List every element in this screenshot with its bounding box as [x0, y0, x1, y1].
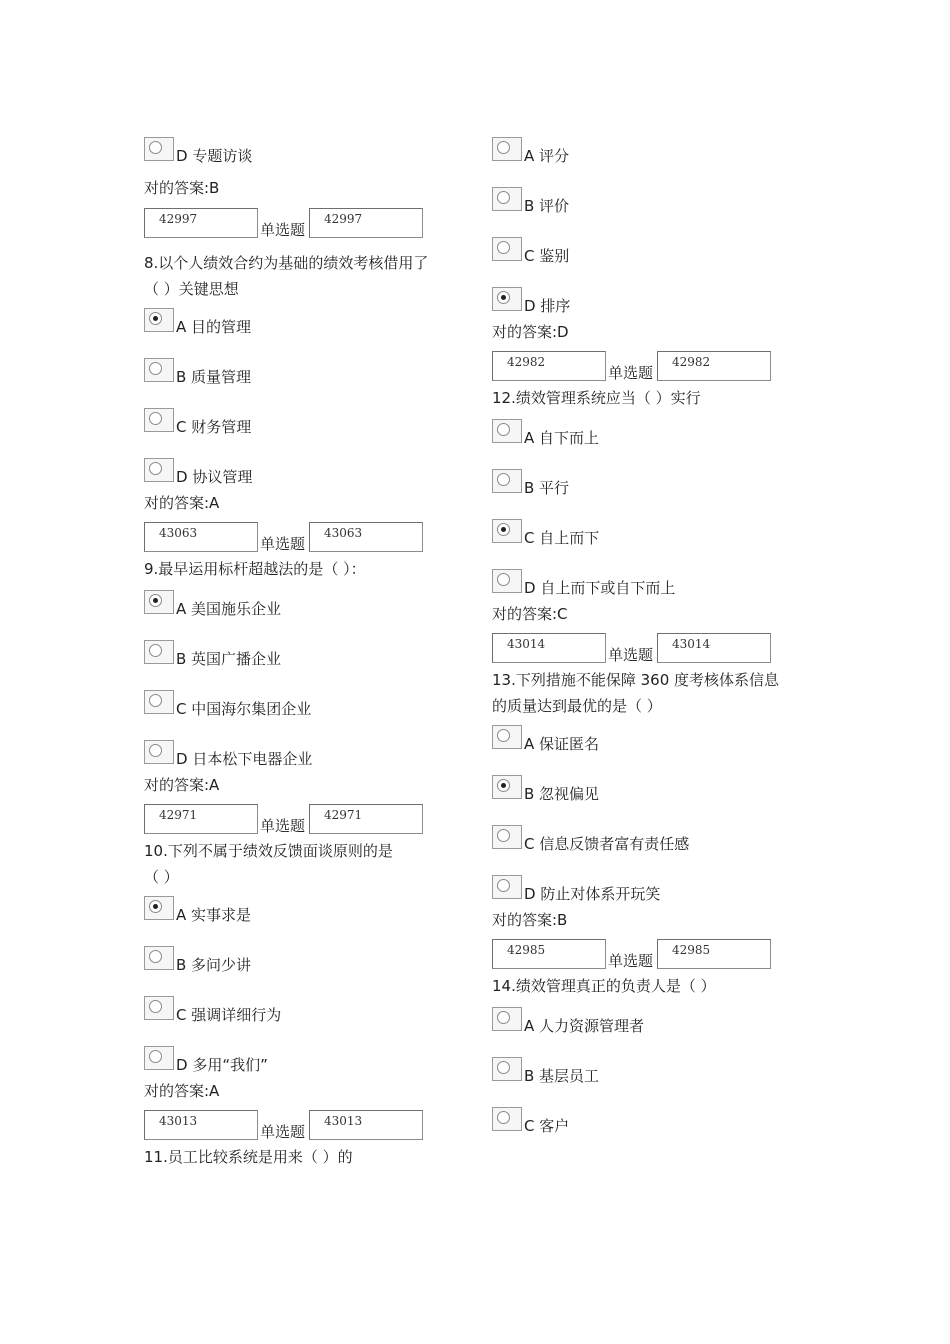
option-label: A 评分 [524, 147, 570, 165]
question-line: （ ） [144, 868, 179, 886]
question-text [492, 667, 810, 719]
option-label: B 英国广播企业 [176, 650, 282, 668]
option-label: D 自上而下或自下而上 [524, 579, 676, 597]
option-label: C 客户 [524, 1117, 570, 1135]
option-label: C 强调详细行为 [176, 1006, 282, 1024]
radio-button[interactable] [149, 644, 162, 657]
radio-frame[interactable] [144, 590, 174, 614]
question-type-label: 单选题 [260, 221, 306, 239]
radio-selected-dot [153, 316, 158, 321]
radio-frame[interactable] [144, 690, 174, 714]
question-text [144, 838, 462, 890]
radio-frame[interactable] [144, 740, 174, 764]
radio-frame[interactable] [492, 825, 522, 849]
radio-button[interactable] [497, 729, 510, 742]
radio-selected-dot [501, 295, 506, 300]
question-id-field[interactable]: 43063 [309, 522, 423, 552]
option-label: A 目的管理 [176, 318, 252, 336]
radio-selected-dot [153, 904, 158, 909]
radio-frame[interactable] [492, 137, 522, 161]
correct-answer: 对的答案:D [492, 323, 569, 341]
radio-frame[interactable] [492, 725, 522, 749]
radio-button[interactable] [497, 191, 510, 204]
radio-button[interactable] [149, 744, 162, 757]
option-label: D 日本松下电器企业 [176, 750, 313, 768]
radio-frame[interactable] [144, 996, 174, 1020]
radio-frame[interactable] [492, 1107, 522, 1131]
radio-frame[interactable] [144, 358, 174, 382]
question-line: 13.下列措施不能保障 360 度考核体系信息 [492, 671, 780, 689]
radio-button[interactable] [497, 573, 510, 586]
question-line: 9.最早运用标杆超越法的是（ ）： [144, 560, 366, 578]
question-text [492, 385, 810, 411]
question-id-field[interactable]: 43063 [144, 522, 258, 552]
radio-frame[interactable] [144, 137, 174, 161]
radio-frame[interactable] [144, 458, 174, 482]
option-label: B 平行 [524, 479, 570, 497]
option-label: A 实事求是 [176, 906, 252, 924]
radio-button[interactable] [149, 462, 162, 475]
radio-button[interactable] [149, 900, 162, 913]
option-label: B 多问少讲 [176, 956, 252, 974]
option-label: B 评价 [524, 197, 570, 215]
option-label: A 自下而上 [524, 429, 600, 447]
question-id-field[interactable]: 42985 [657, 939, 771, 969]
option-label: C 中国海尔集团企业 [176, 700, 312, 718]
option-label: D 协议管理 [176, 468, 253, 486]
question-line: 8.以个人绩效合约为基础的绩效考核借用了 [144, 254, 429, 272]
radio-selected-dot [501, 527, 506, 532]
radio-button[interactable] [497, 423, 510, 436]
option-label: A 保证匿名 [524, 735, 600, 753]
question-text: 11.员工比较系统是用来（ ）的 [144, 1148, 353, 1166]
question-type-label: 单选题 [260, 535, 306, 553]
option-label: D 排序 [524, 297, 571, 315]
option-label: D 多用“我们” [176, 1056, 268, 1074]
radio-button[interactable] [497, 1061, 510, 1074]
option-label: D 防止对体系开玩笑 [524, 885, 661, 903]
radio-frame[interactable] [492, 187, 522, 211]
correct-answer: 对的答案:A [144, 494, 220, 512]
radio-frame[interactable] [492, 287, 522, 311]
radio-button[interactable] [149, 412, 162, 425]
radio-button[interactable] [497, 241, 510, 254]
radio-button[interactable] [497, 829, 510, 842]
option-label: D 专题访谈 [176, 147, 253, 165]
radio-frame[interactable] [492, 237, 522, 261]
question-type-label: 单选题 [608, 646, 654, 664]
radio-button[interactable] [497, 1111, 510, 1124]
option-label: A 美国施乐企业 [176, 600, 282, 618]
radio-frame[interactable] [144, 1046, 174, 1070]
radio-frame[interactable] [144, 640, 174, 664]
question-id-field[interactable]: 42982 [657, 351, 771, 381]
correct-answer: 对的答案:A [144, 776, 220, 794]
question-line: 12.绩效管理系统应当（ ）实行 [492, 389, 701, 407]
question-line: 10.下列不属于绩效反馈面谈原则的是 [144, 842, 393, 860]
question-id-field[interactable]: 43014 [492, 633, 606, 663]
correct-answer: 对的答案:C [492, 605, 568, 623]
question-text [144, 250, 462, 302]
radio-frame[interactable] [492, 1057, 522, 1081]
radio-button[interactable] [497, 141, 510, 154]
question-id-field[interactable]: 43014 [657, 633, 771, 663]
question-text [144, 556, 462, 582]
radio-button[interactable] [497, 291, 510, 304]
question-id-field[interactable]: 42982 [492, 351, 606, 381]
question-type-label: 单选题 [608, 952, 654, 970]
radio-button[interactable] [149, 1050, 162, 1063]
radio-frame[interactable] [144, 946, 174, 970]
radio-frame[interactable] [492, 569, 522, 593]
radio-frame[interactable] [492, 469, 522, 493]
option-label: B 质量管理 [176, 368, 252, 386]
radio-frame[interactable] [492, 775, 522, 799]
option-label: C 信息反馈者富有责任感 [524, 835, 690, 853]
radio-button[interactable] [149, 362, 162, 375]
radio-frame[interactable] [492, 1007, 522, 1031]
question-line: 14.绩效管理真正的负责人是（ ） [492, 977, 716, 995]
radio-button[interactable] [497, 779, 510, 792]
radio-selected-dot [501, 783, 506, 788]
question-line: 的质量达到最优的是（ ） [492, 697, 662, 715]
radio-frame[interactable] [144, 896, 174, 920]
option-label: B 忽视偏见 [524, 785, 600, 803]
correct-answer: 对的答案:B [144, 179, 220, 197]
radio-button[interactable] [149, 694, 162, 707]
question-type-label: 单选题 [608, 364, 654, 382]
question-type-label: 单选题 [260, 1123, 306, 1141]
correct-answer: 对的答案:A [144, 1082, 220, 1100]
option-label: C 自上而下 [524, 529, 600, 547]
radio-frame[interactable] [492, 519, 522, 543]
radio-button[interactable] [149, 141, 162, 154]
radio-button[interactable] [149, 1000, 162, 1013]
question-id-field[interactable]: 42971 [144, 804, 258, 834]
radio-button[interactable] [497, 473, 510, 486]
option-label: B 基层员工 [524, 1067, 600, 1085]
question-line: （ ）关键思想 [144, 280, 239, 298]
option-label: C 财务管理 [176, 418, 252, 436]
radio-frame[interactable] [492, 419, 522, 443]
correct-answer: 对的答案:B [492, 911, 568, 929]
radio-frame[interactable] [144, 408, 174, 432]
question-id-field[interactable]: 42985 [492, 939, 606, 969]
radio-button[interactable] [149, 594, 162, 607]
option-label: A 人力资源管理者 [524, 1017, 645, 1035]
question-id-field[interactable]: 43013 [144, 1110, 258, 1140]
question-id-field[interactable]: 42997 [309, 208, 423, 238]
question-text [492, 973, 810, 999]
radio-frame[interactable] [492, 875, 522, 899]
radio-selected-dot [153, 598, 158, 603]
question-id-field[interactable]: 42971 [309, 804, 423, 834]
question-type-label: 单选题 [260, 817, 306, 835]
radio-button[interactable] [149, 312, 162, 325]
radio-frame[interactable] [144, 308, 174, 332]
radio-button[interactable] [149, 950, 162, 963]
question-id-field[interactable]: 43013 [309, 1110, 423, 1140]
question-id-field[interactable]: 42997 [144, 208, 258, 238]
radio-button[interactable] [497, 523, 510, 536]
option-label: C 鉴别 [524, 247, 570, 265]
radio-button[interactable] [497, 1011, 510, 1024]
radio-button[interactable] [497, 879, 510, 892]
